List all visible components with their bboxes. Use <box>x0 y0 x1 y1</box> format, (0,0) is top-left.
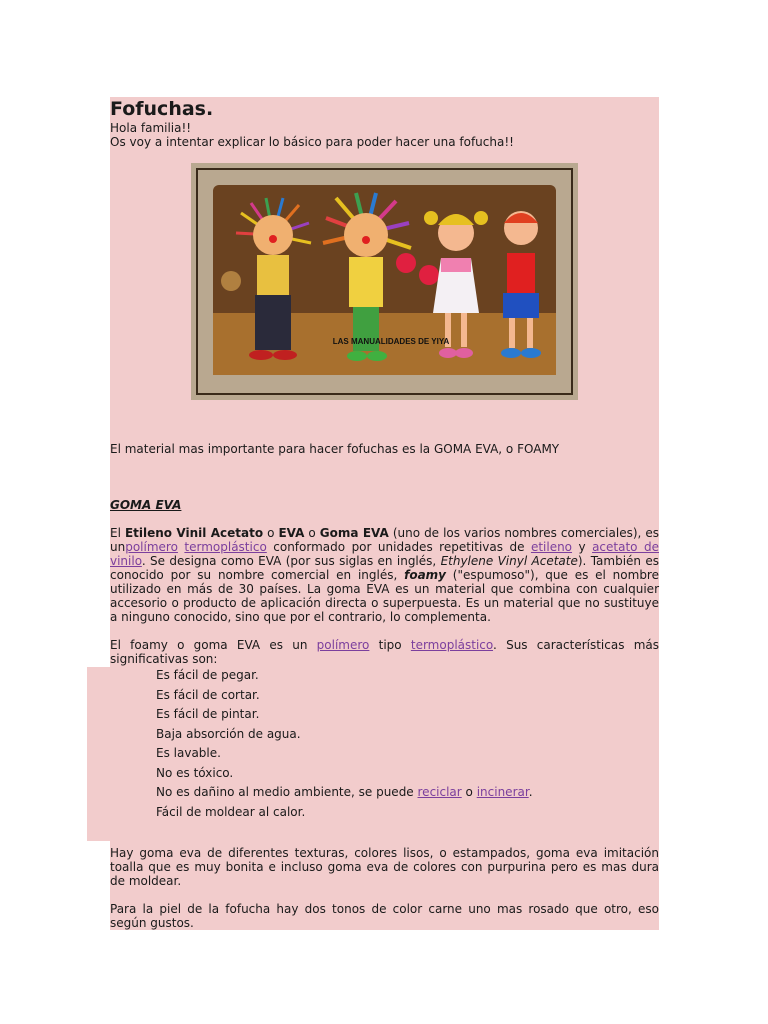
skin-color-paragraph: Para la piel de la fofucha hay dos tonos de color carne uno mas rosado que otro, eso según gustos. <box>110 901 659 930</box>
link-acetato-de-vinilo[interactable]: acetato de vinilo <box>110 540 659 568</box>
intro-text: Os voy a intentar explicar lo básico para poder hacer una fofucha!! <box>110 135 514 149</box>
greeting: Hola familia!! <box>110 121 192 135</box>
document-page <box>110 97 659 930</box>
photo-caption: LAS MANUALIDADES DE YIYA <box>332 337 450 346</box>
eva-definition-paragraph: El Etileno Vinil Acetato o EVA o Goma EVA (uno de los varios nombres comerciales), es unpolímero termoplástico conformado por unidades repetitivas de etileno y acetato de vinilo. Se designa como EVA (por sus siglas en inglés, Ethylene Vinyl Acetate). También es conocido por su nombre comercial en inglés, foamy ("espumoso"), que es el nombre utilizado en más de 30 países. La goma EVA es un material que combina con cualquier accesorio o producto de aplicación directa o superpuesta. Es un material que no sustituye a ninguno conocido, sino que por el contrario, lo complementa. <box>110 526 659 624</box>
link-incinerar[interactable]: incinerar <box>476 785 529 799</box>
section-heading: GOMA EVA <box>110 498 182 512</box>
list-item: Fácil de moldear al calor. <box>156 804 306 819</box>
list-item: No es dañino al medio ambiente, se puede reciclar o incinerar. <box>156 785 533 799</box>
list-item <box>110 822 659 842</box>
link-polimero-2[interactable]: polímero <box>316 638 370 652</box>
textures-paragraph: Hay goma eva de diferentes texturas, colores lisos, o estampados, goma eva imitación toalla que es muy bonita e incluso goma eva de colores con purpurina pero es mas dura de moldear. <box>110 845 659 888</box>
features-intro-paragraph: El foamy o goma EVA es un polímero tipo termoplástico. Sus características más significativas son: <box>110 638 659 666</box>
list-item: Es fácil de pintar. <box>156 707 260 721</box>
fofuchas-photo <box>191 163 578 400</box>
bullet-gutter <box>87 667 110 841</box>
list-item: Es fácil de pegar. <box>156 668 259 682</box>
link-termoplastico[interactable]: termoplástico <box>184 540 267 554</box>
list-item: Es lavable. <box>156 746 221 760</box>
list-item: Baja absorción de agua. <box>156 726 301 741</box>
page-title: Fofuchas. <box>110 98 214 120</box>
photo-container <box>110 163 659 400</box>
list-item: Es fácil de cortar. <box>156 687 260 702</box>
link-polimero[interactable]: polímero <box>125 540 178 554</box>
material-text: El material mas importante para hacer fofuchas es la GOMA EVA, o FOAMY <box>110 442 560 456</box>
link-reciclar[interactable]: reciclar <box>417 785 462 799</box>
link-etileno[interactable]: etileno <box>530 540 573 554</box>
features-list <box>110 666 659 842</box>
list-item: No es tóxico. <box>156 765 234 780</box>
link-termoplastico-2[interactable]: termoplástico <box>410 638 494 652</box>
